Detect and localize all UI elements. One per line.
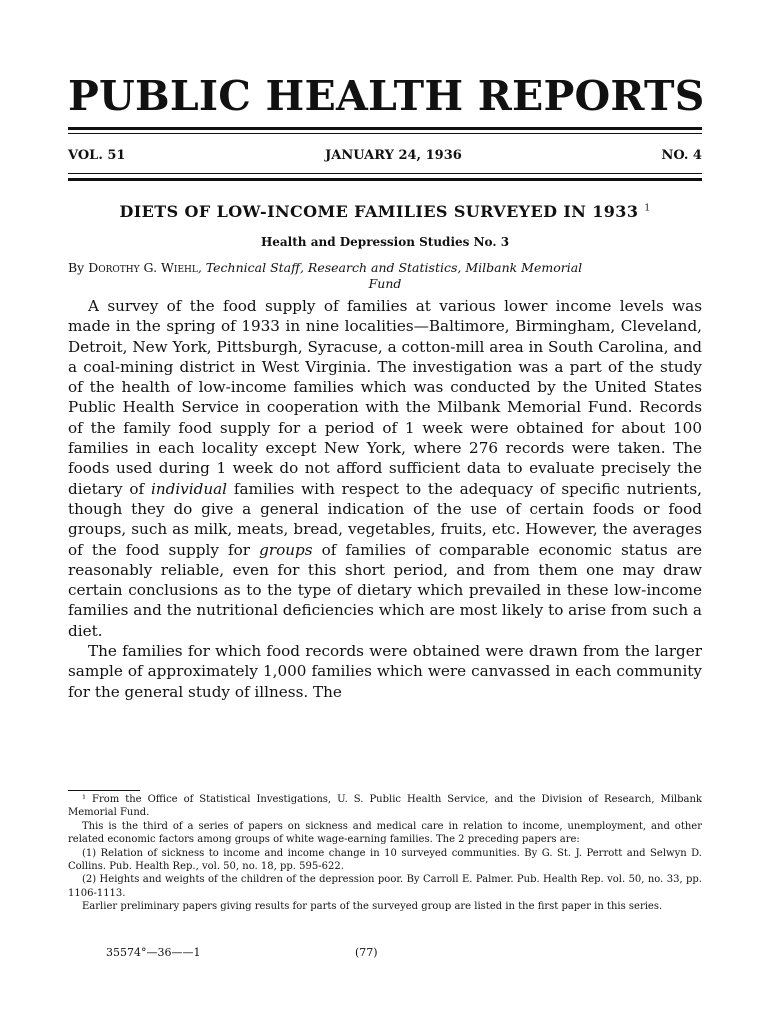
footnotes — [68, 793, 702, 914]
footnote-rule — [68, 790, 140, 791]
paragraph-1 — [68, 296, 702, 641]
journal-masthead: PUBLIC HEALTH REPORTS — [68, 72, 705, 120]
issue-rule-top — [68, 173, 702, 174]
paragraph-1-part-c: of families of comparable economic status are reasonably reliable, even for this short period, and from them one may draw certain conclusions as to the type of dietary which prevailed in these low-income families and the nutritional deficiencies which are most likely to arise from such a diet. — [68, 540, 703, 640]
article-body — [68, 296, 702, 702]
footnote-5: Earlier preliminary papers giving results for parts of the surveyed group are listed in the first paper in this series. — [82, 901, 663, 913]
issue-date: JANUARY 24, 1936 — [325, 148, 462, 163]
author-name: Dorothy G. Wiehl — [88, 260, 198, 275]
article-title-text: DIETS OF LOW-INCOME FAMILIES SURVEYED IN 1933 — [119, 202, 639, 221]
issue-line — [68, 148, 702, 163]
page-number: (77) — [355, 946, 378, 959]
masthead-rule-top — [68, 127, 702, 130]
footnote-2: This is the third of a series of papers on sickness and medical care in relation to income, unemployment, and other related economic factors among groups of white wage-earning families. The 2 preceding papers are: — [68, 820, 702, 846]
emphasis-groups: groups — [259, 540, 313, 559]
footnote-4: (2) Heights and weights of the children of the depression poor. By Carroll E. Palmer. Pub. Health Rep. vol. 50, no. 33, pp. 1106-1113. — [68, 874, 702, 899]
emphasis-individual: individual — [150, 479, 228, 498]
footnote-3: (1) Relation of sickness to income and income change in 10 surveyed communities. By G. St. J. Perrott and Selwyn D. Collins. Pub. Health Rep., vol. 50, no. 18, pp. 595-622. — [68, 847, 702, 873]
series-subtitle: Health and Depression Studies No. 3 — [260, 235, 510, 249]
paragraph-2: The families for which food records were obtained were drawn from the larger sample of approximately 1,000 families which were canvassed in each community for the general study of illness. The — [68, 642, 702, 701]
paragraph-1-part-b: families with respect to the adequacy of specific nutrients, though they do give a general indication of the use of certain foods or food groups, such as milk, meats, bread, vegetables, fruits, etc. However, the averages of the food supply for — [68, 479, 702, 559]
print-code: 35574°—36——1 — [106, 946, 201, 959]
author-affiliation-end: Fund — [368, 276, 402, 291]
masthead-rule-bottom — [68, 133, 702, 134]
issue-number: NO. 4 — [661, 148, 702, 163]
byline — [68, 260, 702, 292]
byline-prefix: By — [68, 260, 89, 275]
title-footnote-marker: 1 — [644, 203, 651, 214]
article-title — [68, 202, 702, 221]
volume-label: VOL. 51 — [68, 148, 126, 163]
issue-rule-bottom — [68, 178, 702, 181]
author-affiliation: , Technical Staff, Research and Statistics, Milbank Memorial — [197, 260, 583, 275]
paragraph-1-part-a: A survey of the food supply of families at various lower income levels was made in the spring of 1933 in nine localities—Baltimore, Birmingham, Cleveland, Detroit, New York, Pittsburgh, Syracuse, a cotton-mill area in South Carolina, and a coal-mining district in West Virginia. The investigation was a part of the study of the health of low-income families which was conducted by the United States Public Health Service in cooperation with the Milbank Memorial Fund. Records of the family food supply for a period of 1 week were obtained for about 100 families in each locality except New York, where 276 records were taken. The foods used during 1 week do not afford sufficient data to evaluate precisely the dietary of — [68, 297, 702, 498]
footnote-1: ¹ From the Office of Statistical Investigations, U. S. Public Health Service, and the Division of Research, Milbank Memorial Fund. — [68, 794, 702, 819]
